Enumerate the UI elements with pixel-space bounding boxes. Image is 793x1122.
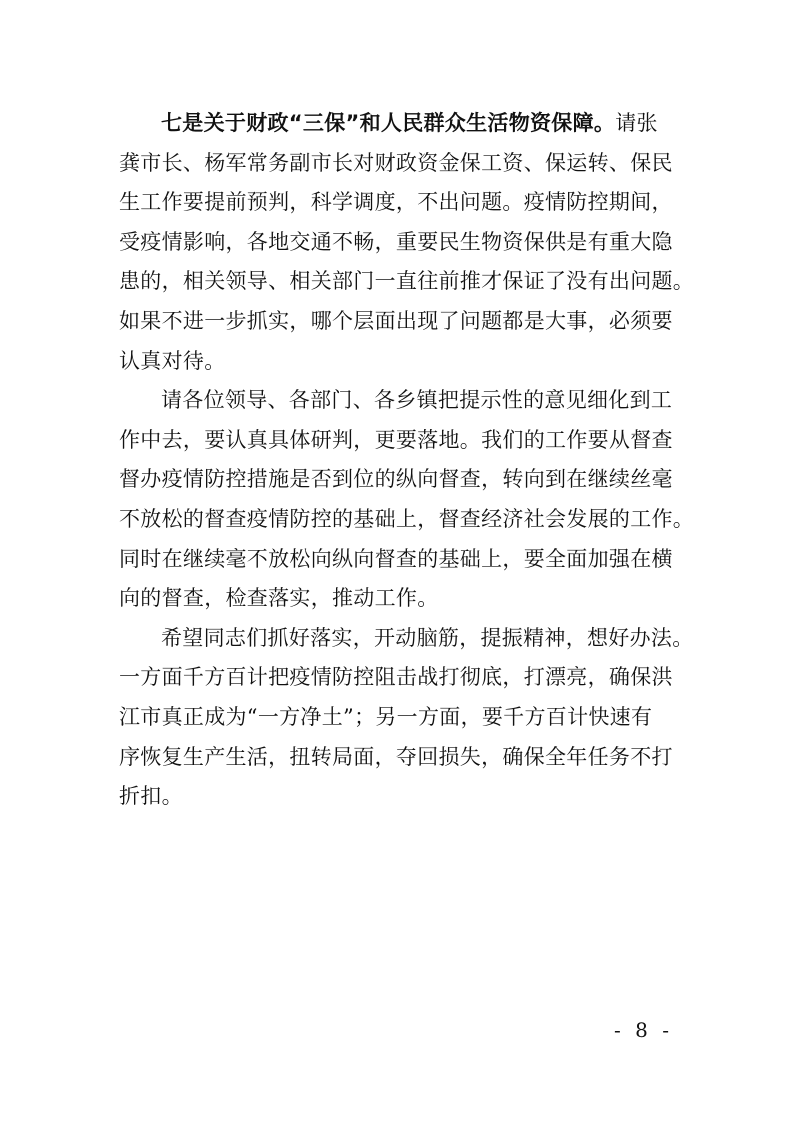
text-line: 受疫情影响，各地交通不畅，重要民生物资保供是有重大隐 — [119, 229, 673, 254]
text-line: 请各位领导、各部门、各乡镇把提示性的意见细化到工 — [161, 388, 673, 413]
paragraph-finance-guarantee — [119, 104, 695, 381]
text-line: 龚市长、杨军常务副市长对财政资金保工资、保运转、保民 — [119, 150, 673, 175]
text-line: 作中去，要认真具体研判，更要落地。我们的工作要从督查 — [119, 427, 673, 452]
paragraph-supervision — [119, 381, 695, 619]
text-line: 患的，相关领导、相关部门一直往前推才保证了没有出问题。 — [119, 269, 695, 294]
paragraph-closing — [119, 619, 694, 817]
text-line: 生工作要提前预判，科学调度，不出问题。疫情防控期间， — [119, 190, 673, 215]
text-line: 折扣。 — [119, 784, 183, 809]
text-line: 不放松的督查疫情防控的基础上，督查经济社会发展的工作。 — [119, 506, 695, 531]
text-line: 序恢复生产生活，扭转局面，夺回损失，确保全年任务不打 — [119, 744, 673, 769]
text-line: 如果不进一步抓实，哪个层面出现了问题都是大事，必须要 — [119, 308, 673, 333]
text-line: 督办疫情防控措施是否到位的纵向督查，转向到在继续丝毫 — [119, 467, 673, 492]
paragraph-heading: 七是关于财政“三保”和人民群众生活物资保障。 — [161, 111, 616, 135]
text-line: 七是关于财政“三保”和人民群众生活物资保障。请张 — [161, 111, 658, 135]
body-text — [119, 104, 695, 817]
text-line: 同时在继续毫不放松向纵向督查的基础上，要全面加强在横 — [119, 546, 673, 571]
page-number: - 8 - — [614, 1018, 673, 1042]
text-line: 希望同志们抓好落实，开动脑筋，提振精神，想好办法。 — [161, 625, 694, 650]
text-line: 江市真正成为“一方净土”；另一方面，要千方百计快速有 — [119, 704, 653, 729]
text-line: 认真对待。 — [119, 348, 226, 373]
text-line: 向的督查，检查落实，推动工作。 — [119, 586, 439, 611]
text-line: 一方面千方百计把疫情防控阻击战打彻底，打漂亮，确保洪 — [119, 665, 673, 690]
